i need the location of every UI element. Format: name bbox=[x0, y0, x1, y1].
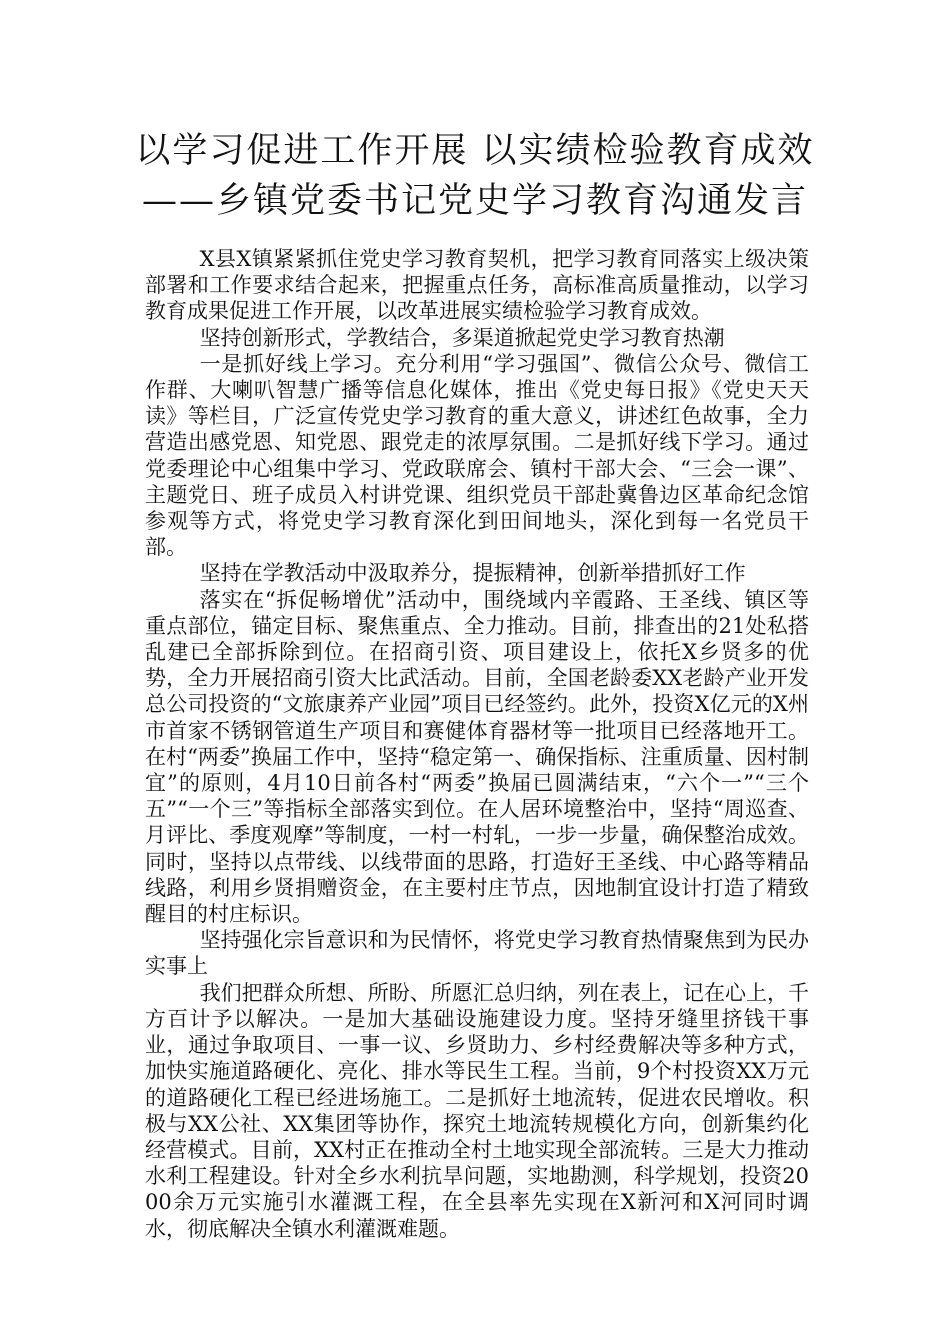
section-heading-1: 坚持创新形式，学教结合，多渠道掀起党史学习教育热潮 bbox=[199, 325, 725, 350]
body-paragraph-1: 一是抓好线上学习。充分利用“学习强国”、微信公众号、微信工作群、大喇叭智慧广播等信息化媒体，推出《党史每日报》《党史天天读》等栏目，广泛宣传党史学习教育的重大意义，讲述红色故事，全力营造出感党恩、知党恩、跟党走的浓厚氛围。二是抓好线下学习。通过党委理论中心组集中学习、党政联席会、镇村干部大会、“三会一课”、主题党日、班子成员入村讲党课、组织党员干部赴冀鲁边区革命纪念馆参观等方式，将党史学习教育深化到田间地头，深化到每一名党员干部。 bbox=[145, 351, 809, 560]
document-title: 以学习促进工作开展 以实绩检验教育成效 bbox=[135, 131, 815, 171]
title-block bbox=[0, 126, 950, 226]
section-heading-2: 坚持在学教活动中汲取养分，提振精神，创新举措抓好工作 bbox=[199, 561, 746, 586]
document-subtitle: ——乡镇党委书记党史学习教育沟通发言 bbox=[141, 181, 808, 221]
section-heading-3: 坚持强化宗旨意识和为民情怀，将党史学习教育热情聚焦到为民办实事上 bbox=[145, 928, 809, 979]
body-paragraph-3: 我们把群众所想、所盼、所愿汇总归纳，列在表上，记在心上，千方百计予以解决。一是加大基础设施建设力度。坚持牙缝里挤钱干事业，通过争取项目、一事一议、乡贤助力、乡村经费解决等多种方式，加快实施道路硬化、亮化、排水等民生工程。当前，9个村投资XX万元的道路硬化工程已经进场施工。二是抓好土地流转，促进农民增收。积极与XX公社、XX集团等协作，探究土地流转规模化方向，创新集约化经营模式。目前，XX村正在推动全村土地实现全部流转。三是大力推动水利工程建设。针对全乡水利抗旱问题，实地勘测，科学规划，投资2000余万元实施引水灌溉工程，在全县率先实现在X新河和X河同时调水，彻底解决全镇水利灌溉难题。 bbox=[145, 980, 809, 1241]
document-body bbox=[145, 246, 809, 1242]
body-paragraph-2: 落实在“拆促畅增优”活动中，围绕域内辛霞路、王圣线、镇区等重点部位，锚定目标、聚焦重点、全力推动。目前，排查出的21处私搭乱建已全部拆除到位。在招商引资、项目建设上，依托X乡贤多的优势，全力开展招商引资大比武活动。目前，全国老龄委XX老龄产业开发总公司投资的“文旅康养产业园”项目已经签约。此外，投资X亿元的X州市首家不锈钢管道生产项目和赛健体育器材等一批项目已经落地开工。在村“两委”换届工作中，坚持“稳定第一、确保指标、注重质量、因村制宜”的原则，4月10日前各村“两委”换届已圆满结束，“六个一”“三个五”“一个三”等指标全部落实到位。在人居环境整治中，坚持“周巡查、月评比、季度观摩”等制度，一村一村轧，一步一步量，确保整治成效。同时，坚持以点带线、以线带面的思路，打造好王圣线、中心路等精品线路，利用乡贤捐赠资金，在主要村庄节点，因地制宜设计打造了精致醒目的村庄标识。 bbox=[145, 587, 809, 927]
intro-paragraph: X县X镇紧紧抓住党史学习教育契机，把学习教育同落实上级决策部署和工作要求结合起来，把握重点任务，高标准高质量推动，以学习教育成果促进工作开展，以改革进展实绩检验学习教育成效。 bbox=[145, 247, 809, 324]
